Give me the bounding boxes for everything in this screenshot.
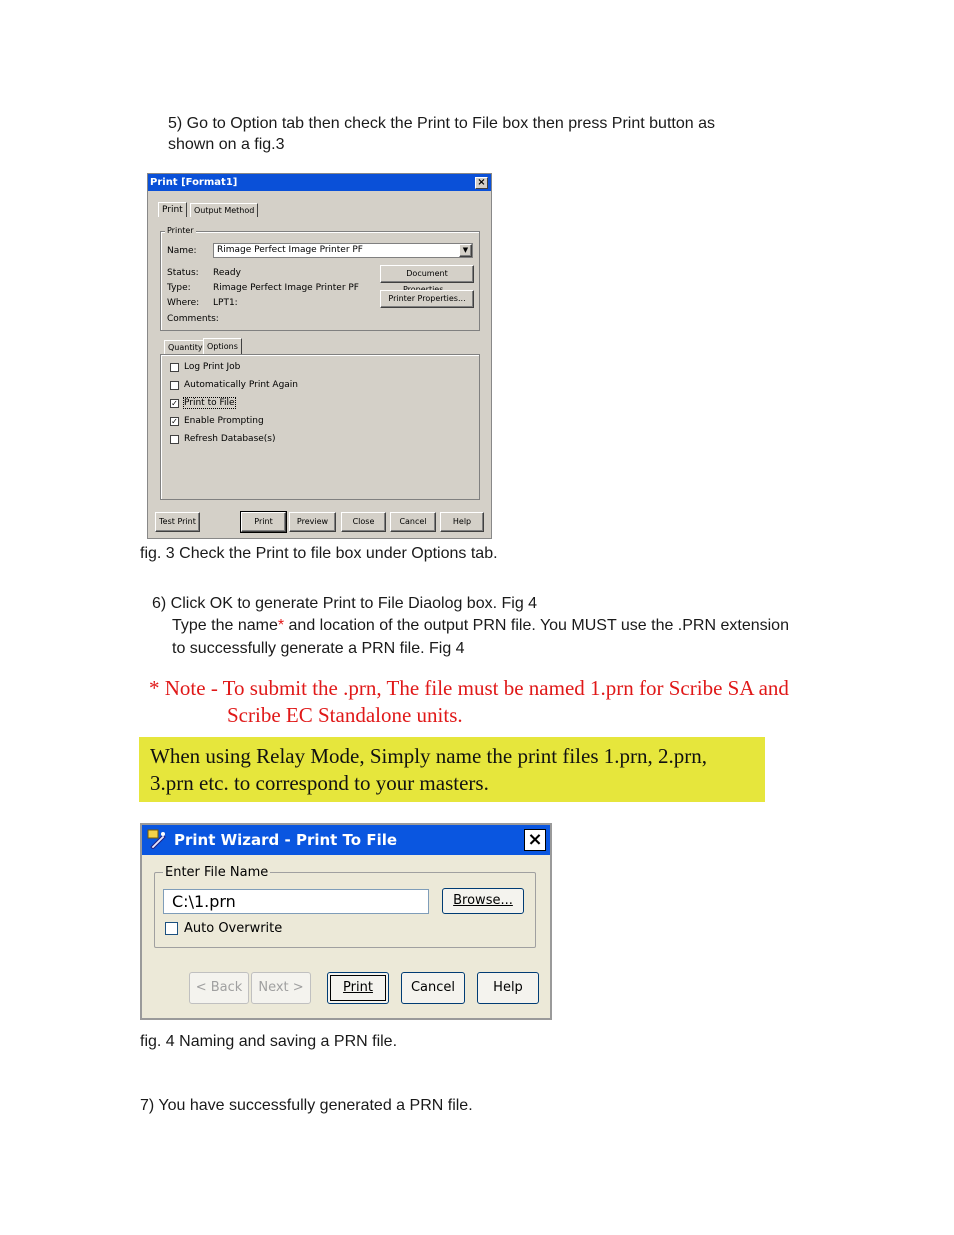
- wizard-close-icon[interactable]: ×: [524, 829, 546, 851]
- test-print-button[interactable]: Test Print: [155, 512, 200, 532]
- close-icon[interactable]: ×: [475, 177, 488, 189]
- option-label: Automatically Print Again: [184, 380, 299, 390]
- option-checkbox[interactable]: ✓: [171, 398, 178, 408]
- option-checkbox[interactable]: [170, 435, 179, 444]
- printer-properties-button[interactable]: Printer Properties...: [380, 290, 474, 308]
- auto-overwrite-label: Auto Overwrite: [184, 921, 283, 936]
- asterisk: *: [277, 617, 285, 634]
- back-button[interactable]: < Back: [189, 972, 249, 1004]
- wizard-help-button[interactable]: Help: [477, 972, 539, 1004]
- step6-line1: 6) Click OK to generate Print to File Diaolog box. Fig 4: [152, 595, 538, 612]
- step7-text: 7) You have successfully generated a PRN file.: [140, 1097, 473, 1114]
- print-dialog-title: Print [Format1]: [150, 177, 238, 188]
- printer-group-label: Printer: [167, 226, 194, 235]
- step5-text: [168, 113, 715, 155]
- option-row[interactable]: [170, 398, 235, 409]
- relay-mode-note: [139, 737, 765, 802]
- wizard-print-label: Print: [343, 980, 373, 995]
- file-name-input[interactable]: C:\1.prn: [163, 889, 429, 914]
- close-button[interactable]: Close: [341, 512, 386, 532]
- step6-line2-post: and location of the output PRN file. You MUST use the .PRN extension: [284, 617, 789, 634]
- print-dialog-titlebar: [148, 174, 491, 191]
- step5-line1: 5) Go to Option tab then check the Print to File box then press Print button as: [168, 115, 715, 132]
- next-button[interactable]: Next >: [251, 972, 311, 1004]
- name-label: Name:: [167, 246, 197, 256]
- option-label: Print to File: [184, 398, 235, 408]
- option-checkbox[interactable]: ✓: [171, 416, 178, 426]
- option-row[interactable]: [170, 416, 264, 427]
- wizard-print-button[interactable]: [327, 972, 389, 1004]
- fig4-caption: fig. 4 Naming and saving a PRN file.: [140, 1033, 398, 1050]
- where-label: Where:: [167, 298, 200, 308]
- print-wizard-icon: [147, 829, 167, 849]
- fig3-caption: fig. 3 Check the Print to file box under Options tab.: [140, 545, 498, 562]
- wizard-cancel-button[interactable]: Cancel: [401, 972, 465, 1004]
- tab-output-method[interactable]: Output Method: [190, 203, 258, 217]
- option-row[interactable]: [170, 380, 298, 391]
- chevron-down-icon[interactable]: ▼: [459, 244, 472, 257]
- type-label: Type:: [167, 283, 191, 293]
- step6-line3: to successfully generate a PRN file. Fig 4: [172, 640, 465, 657]
- wizard-title: Print Wizard - Print To File: [174, 831, 398, 849]
- browse-button-label: Browse...: [453, 893, 513, 908]
- auto-overwrite-checkbox[interactable]: [165, 922, 178, 935]
- option-row[interactable]: [170, 362, 240, 373]
- where-value: LPT1:: [213, 298, 238, 308]
- status-value: Ready: [213, 268, 241, 278]
- step6-line2: [172, 615, 789, 636]
- option-label: Refresh Database(s): [184, 434, 276, 444]
- print-wizard-dialog: [140, 823, 552, 1020]
- file-name-group-label: Enter File Name: [165, 865, 269, 880]
- print-dialog: [147, 173, 492, 539]
- cancel-button[interactable]: Cancel: [390, 512, 436, 532]
- option-label: Enable Prompting: [184, 416, 264, 426]
- tab-print[interactable]: Print: [158, 202, 187, 217]
- preview-button[interactable]: Preview: [289, 512, 336, 532]
- option-checkbox[interactable]: [170, 363, 179, 372]
- document-properties-button[interactable]: Document: [380, 265, 474, 283]
- status-label: Status:: [167, 268, 199, 278]
- printer-select-value: Rimage Perfect Image Printer PF: [217, 245, 363, 255]
- note-line2: Scribe EC Standalone units.: [227, 703, 463, 727]
- option-label: Log Print Job: [184, 362, 241, 372]
- wizard-titlebar: [142, 825, 550, 855]
- printer-select[interactable]: [213, 243, 473, 258]
- option-row[interactable]: [170, 434, 276, 445]
- step5-line2: shown on a fig.3: [168, 136, 285, 153]
- option-checkbox[interactable]: [170, 381, 179, 390]
- browse-button[interactable]: [442, 888, 524, 914]
- relay-note-line1: When using Relay Mode, Simply name the print files 1.prn, 2.prn,: [150, 744, 707, 768]
- comments-label: Comments:: [167, 314, 219, 324]
- type-value: Rimage Perfect Image Printer PF: [213, 283, 359, 293]
- print-button[interactable]: Print: [241, 512, 286, 532]
- tab-quantity[interactable]: Quantity: [164, 340, 207, 354]
- tab-options[interactable]: Options: [203, 338, 242, 354]
- note-line1: * Note - To submit the .prn, The file must be named 1.prn for Scribe SA and: [149, 676, 789, 700]
- help-button[interactable]: Help: [440, 512, 484, 532]
- relay-note-line2: 3.prn etc. to correspond to your masters.: [150, 771, 489, 795]
- options-panel: [160, 354, 480, 500]
- step6-line2-pre: Type the name: [172, 617, 278, 634]
